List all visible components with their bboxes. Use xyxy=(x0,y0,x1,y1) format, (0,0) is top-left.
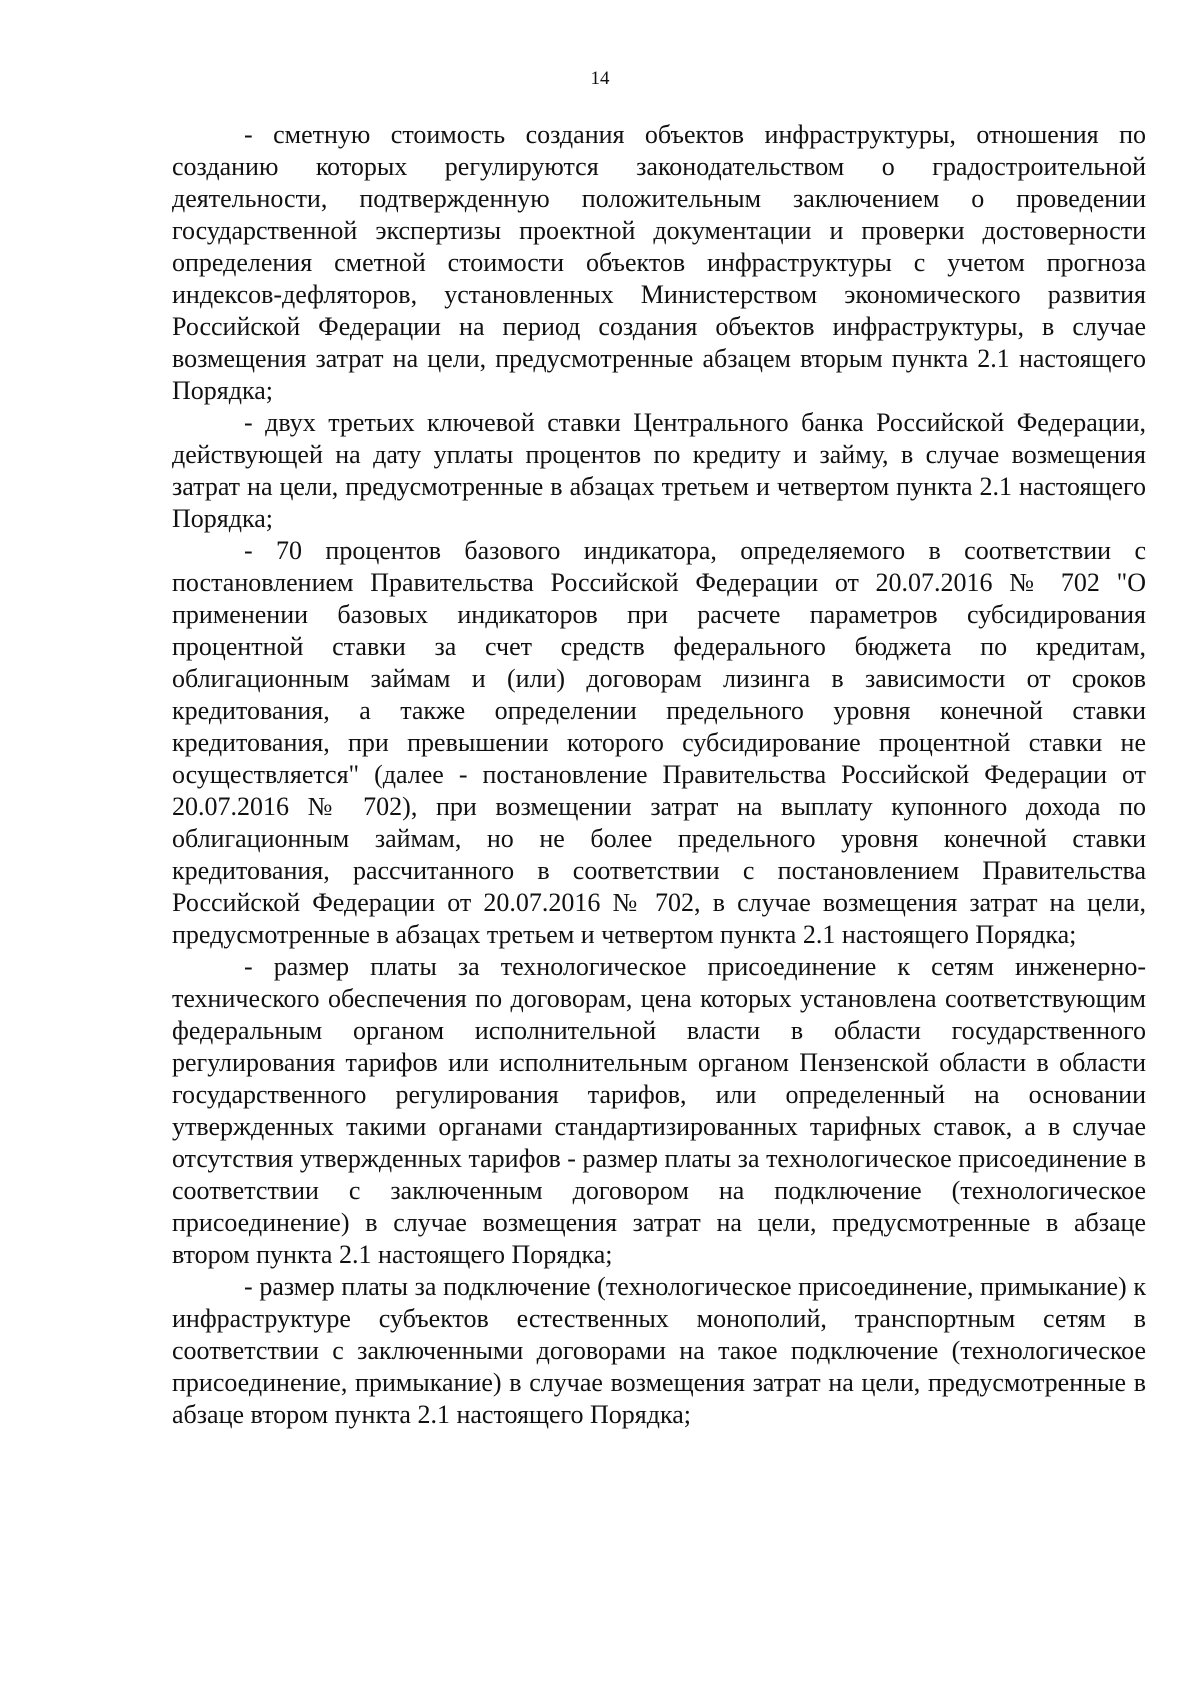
paragraph-key-rate: - двух третьих ключевой ставки Центрального банка Российской Федерации, действующей на дату уплаты процентов по кредиту и займу, в случае возмещения затрат на цели, предусмотренные в абзацах третьем и четвертом пункта 2.1 настоящего Порядка; xyxy=(172,408,1146,533)
page-number: 14 xyxy=(590,68,610,89)
paragraph-connection-fee: - размер платы за технологическое присоединение к сетям инженерно-технического обеспечения по договорам, цена которых установлена соответствующим федеральным органом исполнительной власти в области государственного регулирования тарифов или исполнительным органом Пензенской области в области государственного регулирования тарифов, или определенный на основании утвержденных такими органами стандартизированных тарифных ставок, а в случае отсутствия утвержденных тарифов - размер платы за технологическое присоединение в соответствии с заключенным договором на подключение (технологическое присоединение) в случае возмещения затрат на цели, предусмотренные в абзаце втором пункта 2.1 настоящего Порядка; xyxy=(172,952,1146,1269)
paragraph-estimated-cost: - сметную стоимость создания объектов инфраструктуры, отношения по созданию которых регулируются законодательством о градостроительной деятельности, подтвержденную положительным заключением о проведении государственной экспертизы проектной документации и проверки достоверности определения сметной стоимости объектов инфраструктуры с учетом прогноза индексов-дефляторов, установленных Министерством экономического развития Российской Федерации на период создания объектов инфраструктуры, в случае возмещения затрат на цели, предусмотренные абзацем вторым пункта 2.1 настоящего Порядка; xyxy=(172,120,1146,405)
document-body xyxy=(172,119,1146,1431)
paragraph-monopoly-connection-fee: - размер платы за подключение (технологическое присоединение, примыкание) к инфраструктуре субъектов естественных монополий, транспортным сетям в соответствии с заключенными договорами на такое подключение (технологическое присоединение, примыкание) в случае возмещения затрат на цели, предусмотренные в абзаце втором пункта 2.1 настоящего Порядка; xyxy=(172,1272,1146,1429)
paragraph-base-indicator: - 70 процентов базового индикатора, определяемого в соответствии с постановлением Правительства Российской Федерации от 20.07.2016 № 702 "О применении базовых индикаторов при расчете параметров субсидирования процентной ставки за счет средств федерального бюджета по кредитам, облигационным займам и (или) договорам лизинга в зависимости от сроков кредитования, а также определении предельного уровня конечной ставки кредитования, при превышении которого субсидирование процентной ставки не осуществляется" (далее - постановление Правительства Российской Федерации от 20.07.2016 № 702), при возмещении затрат на выплату купонного дохода по облигационным займам, но не более предельного уровня конечной ставки кредитования, рассчитанного в соответствии с постановлением Правительства Российской Федерации от 20.07.2016 № 702, в случае возмещения затрат на цели, предусмотренные в абзацах третьем и четвертом пункта 2.1 настоящего Порядка; xyxy=(172,536,1146,949)
